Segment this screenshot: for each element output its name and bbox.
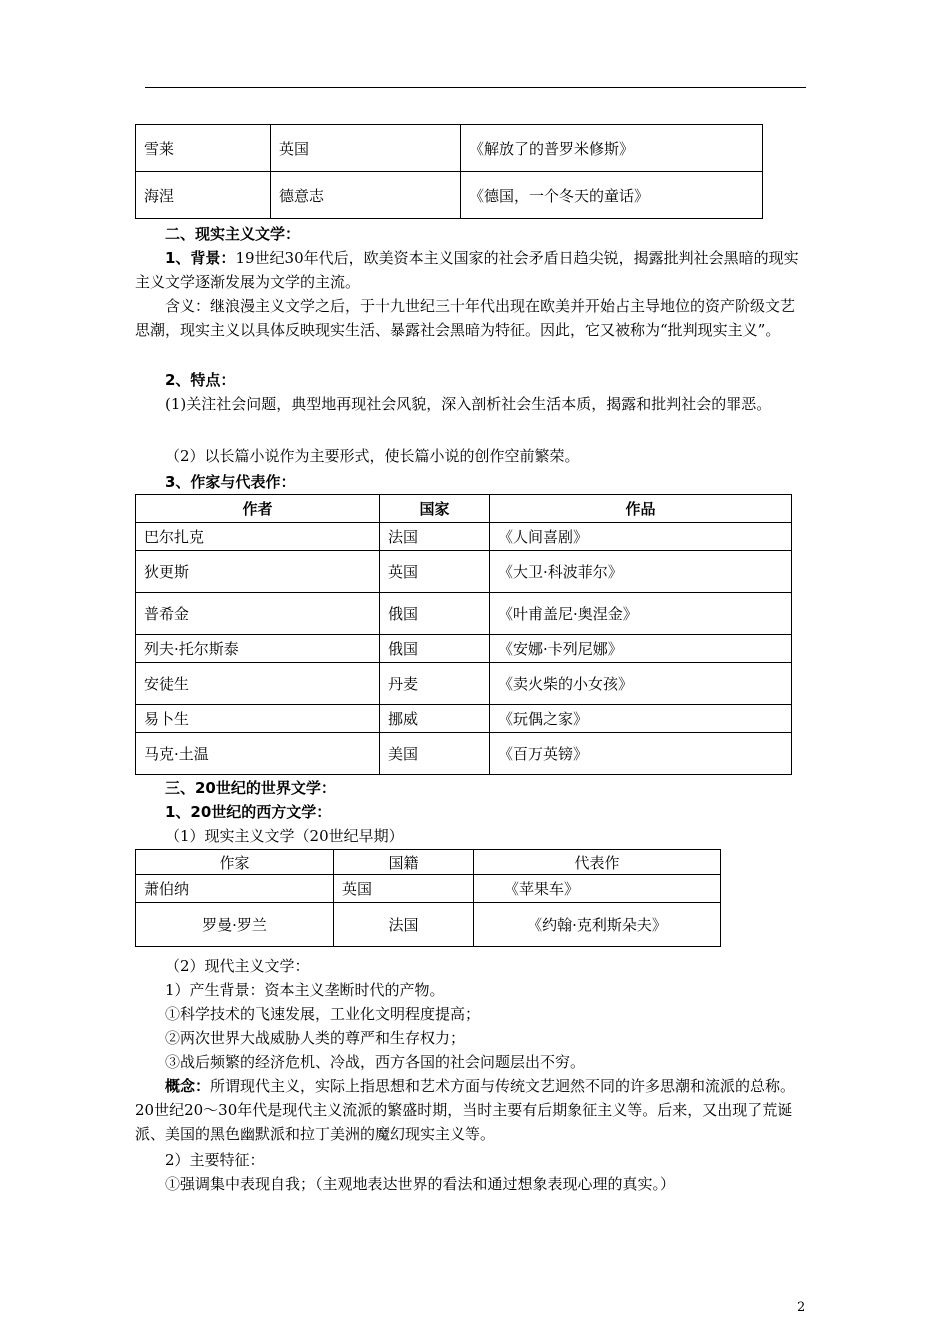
origin-item-3: ③战后频繁的经济危机、冷战，西方各国的社会问题层出不穷。 bbox=[165, 1053, 586, 1071]
feature-1: (1)关注社会问题，典型地再现社会风貌，深入剖析社会生活本质，揭露和批判社会的罪恶。 bbox=[165, 395, 772, 413]
header-rule bbox=[145, 87, 806, 88]
table-row bbox=[136, 523, 792, 551]
concept-paragraph bbox=[135, 1074, 807, 1146]
author-cell: 狄更斯 bbox=[136, 551, 380, 593]
table-header-row bbox=[136, 495, 792, 523]
meaning-paragraph bbox=[135, 294, 807, 342]
author-cell: 雪莱 bbox=[136, 125, 271, 172]
background-text: 19世纪30年代后，欧美资本主义国家的社会矛盾日趋尖锐，揭露批判社会黑暗的现实主义文学逐渐发展为文学的主流。 bbox=[135, 249, 799, 291]
realism-heading: （1）现实主义文学（20世纪早期） bbox=[165, 827, 404, 845]
header-country: 国家 bbox=[380, 495, 490, 523]
concept-text: 所谓现代主义，实际上指思想和艺术方面与传统文艺迥然不同的许多思潮和流派的总称。20世纪20～30年代是现代主义流派的繁盛时期，当时主要有后期象征主义等。后来，又出现了荒诞派、美国的黑色幽默派和拉丁美洲的魔幻现实主义等。 bbox=[135, 1077, 796, 1143]
origin-item-1: ①科学技术的飞速发展，工业化文明程度提高； bbox=[165, 1005, 481, 1023]
header-author: 作家 bbox=[136, 850, 334, 875]
work-cell: 《百万英镑》 bbox=[490, 733, 792, 775]
feature-2: （2）以长篇小说作为主要形式，使长篇小说的创作空前繁荣。 bbox=[165, 447, 580, 465]
country-cell: 英国 bbox=[334, 875, 474, 903]
header-work: 代表作 bbox=[474, 850, 721, 875]
work-cell: 《解放了的普罗米修斯》 bbox=[461, 125, 763, 172]
header-work: 作品 bbox=[490, 495, 792, 523]
country-cell: 英国 bbox=[380, 551, 490, 593]
origin-line: 1）产生背景：资本主义垄断时代的产物。 bbox=[165, 981, 445, 999]
country-cell: 法国 bbox=[380, 523, 490, 551]
country-cell: 英国 bbox=[271, 125, 461, 172]
work-cell: 《卖火柴的小女孩》 bbox=[490, 663, 792, 705]
work-cell: 《德国，一个冬天的童话》 bbox=[461, 172, 763, 219]
header-nationality: 国籍 bbox=[334, 850, 474, 875]
author-cell: 易卜生 bbox=[136, 705, 380, 733]
features-label: 2、特点： bbox=[165, 371, 236, 389]
section2-heading: 二、现实主义文学： bbox=[165, 225, 301, 243]
author-cell: 普希金 bbox=[136, 593, 380, 635]
table-row bbox=[136, 593, 792, 635]
author-cell: 巴尔扎克 bbox=[136, 523, 380, 551]
country-cell: 俄国 bbox=[380, 593, 490, 635]
concept-label: 概念： bbox=[165, 1077, 211, 1095]
author-cell: 马克·土温 bbox=[136, 733, 380, 775]
table-row bbox=[136, 705, 792, 733]
trait-item-1: ①强调集中表现自我；（主观地表达世界的看法和通过想象表现心理的真实。） bbox=[165, 1175, 676, 1193]
country-cell: 俄国 bbox=[380, 635, 490, 663]
table-row bbox=[136, 551, 792, 593]
header-author: 作者 bbox=[136, 495, 380, 523]
romantic-works-table bbox=[135, 124, 763, 219]
table-row bbox=[136, 903, 721, 947]
work-cell: 《安娜·卡列尼娜》 bbox=[490, 635, 792, 663]
work-cell: 《叶甫盖尼·奥涅金》 bbox=[490, 593, 792, 635]
meaning-text: 继浪漫主义文学之后，于十九世纪三十年代出现在欧美并开始占主导地位的资产阶级文艺思潮，现实主义以具体反映现实生活、暴露社会黑暗为特征。因此，它又被称为“批判现实主义”。 bbox=[135, 297, 796, 339]
background-paragraph bbox=[135, 246, 807, 294]
western-heading: 1、20世纪的西方文学： bbox=[165, 803, 332, 821]
work-cell: 《苹果车》 bbox=[474, 875, 721, 903]
work-cell: 《玩偶之家》 bbox=[490, 705, 792, 733]
background-label: 1、背景： bbox=[165, 249, 236, 267]
author-cell: 安徒生 bbox=[136, 663, 380, 705]
table-row bbox=[136, 663, 792, 705]
work-cell: 《大卫·科波菲尔》 bbox=[490, 551, 792, 593]
modernism-heading: （2）现代主义文学： bbox=[165, 957, 310, 975]
works-label: 3、作家与代表作： bbox=[165, 473, 296, 491]
table-row bbox=[136, 125, 763, 172]
early-20c-table bbox=[135, 849, 721, 947]
meaning-label: 含义： bbox=[165, 297, 211, 315]
author-cell: 列夫·托尔斯泰 bbox=[136, 635, 380, 663]
section3-heading: 三、20世纪的世界文学： bbox=[165, 779, 336, 797]
author-cell: 萧伯纳 bbox=[136, 875, 334, 903]
table-row bbox=[136, 875, 721, 903]
page-number: 2 bbox=[797, 1300, 806, 1315]
table-row bbox=[136, 635, 792, 663]
realism-authors-table bbox=[135, 494, 792, 775]
country-cell: 丹麦 bbox=[380, 663, 490, 705]
work-cell: 《人间喜剧》 bbox=[490, 523, 792, 551]
work-cell: 《约翰·克利斯朵夫》 bbox=[474, 903, 721, 947]
country-cell: 法国 bbox=[334, 903, 474, 947]
table-row bbox=[136, 733, 792, 775]
traits-line: 2）主要特征： bbox=[165, 1151, 265, 1169]
country-cell: 德意志 bbox=[271, 172, 461, 219]
country-cell: 挪威 bbox=[380, 705, 490, 733]
origin-item-2: ②两次世界大战威胁人类的尊严和生存权力； bbox=[165, 1029, 466, 1047]
table-row bbox=[136, 172, 763, 219]
table-header-row bbox=[136, 850, 721, 875]
author-cell: 海涅 bbox=[136, 172, 271, 219]
country-cell: 美国 bbox=[380, 733, 490, 775]
author-cell: 罗曼·罗兰 bbox=[136, 903, 334, 947]
